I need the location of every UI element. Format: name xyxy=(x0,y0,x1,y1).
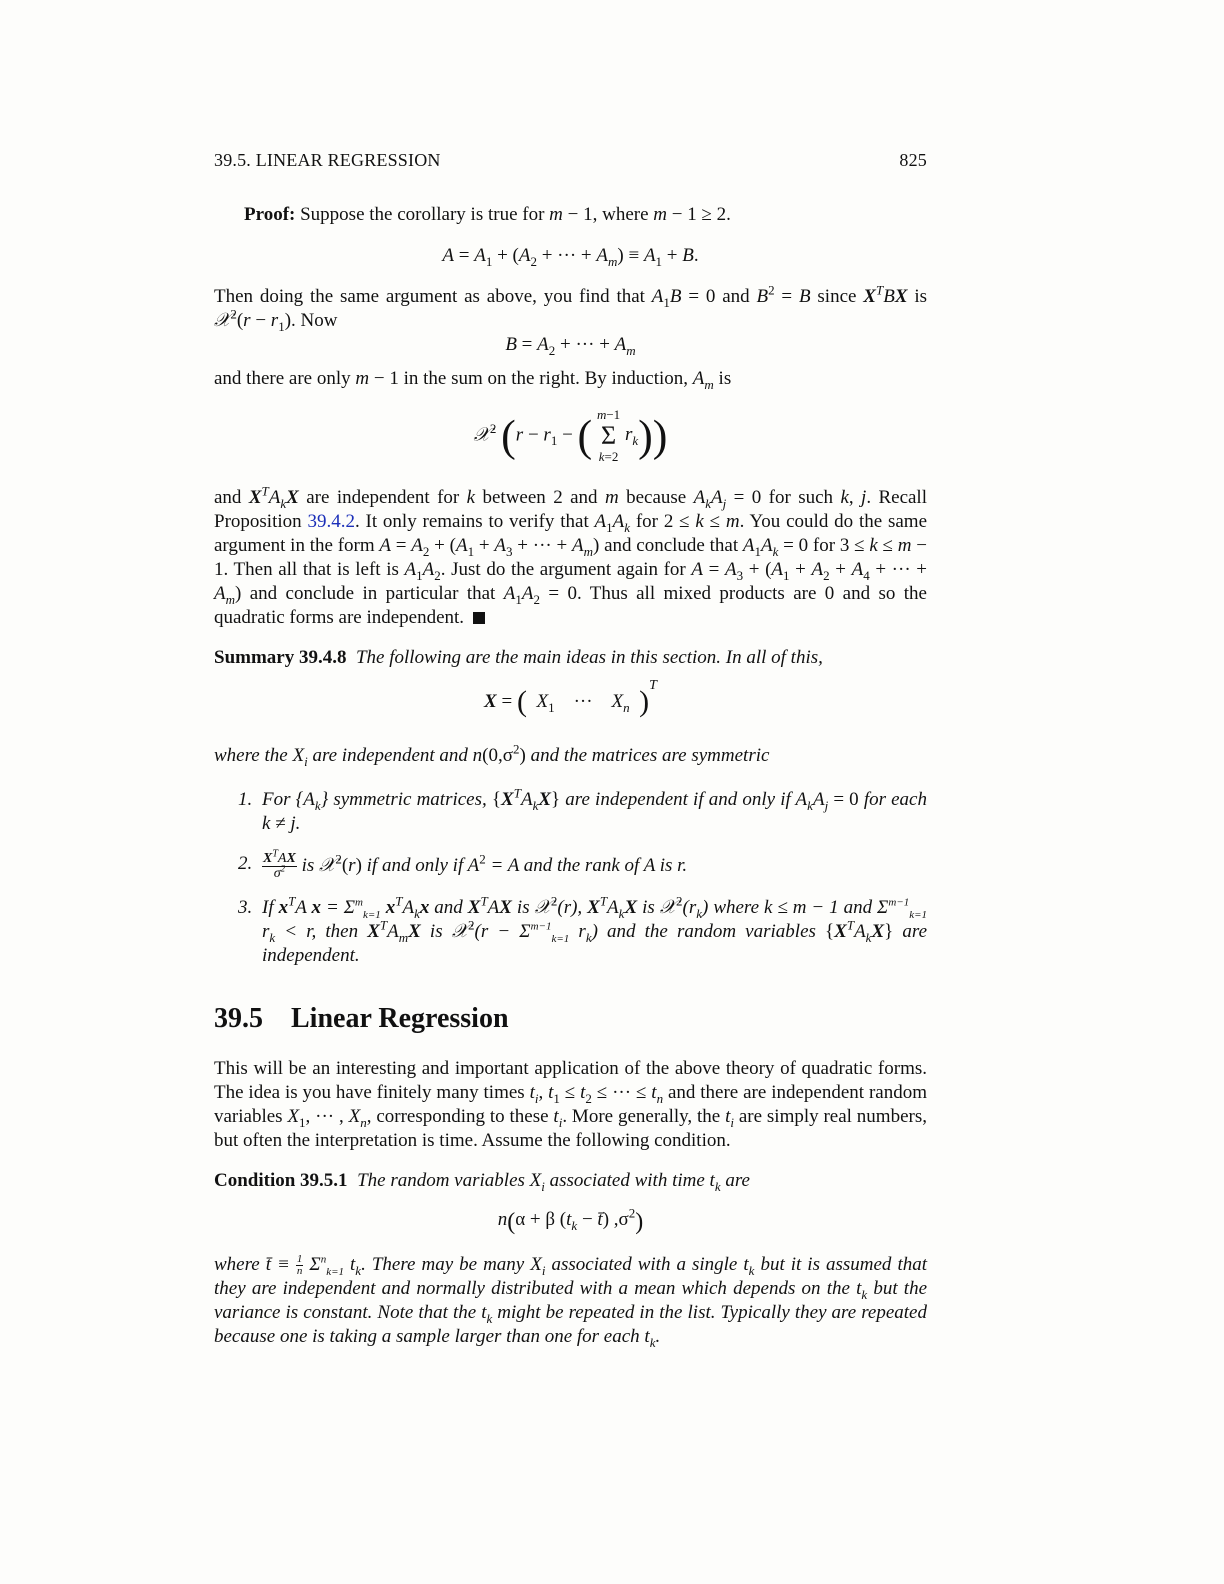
summary-item-2: 2. $\frac{X^TAX}{\sigma^2}$ is 𝒳$^2$(r) if and only if $A^2 = A$ and the rank of A is r. xyxy=(238,848,688,881)
condition-equation: n(α + β ($t_k$ − t̄) $,\sigma^2$) xyxy=(497,1205,644,1235)
equation-2: $B = A_2$ + ··· + $A_m$ xyxy=(505,334,636,358)
proof-label: Proof: xyxy=(244,204,296,225)
summary-intro: Summary 39.4.8 The following are the main ideas in this section. In all of this, xyxy=(214,647,823,668)
condition-label: Condition 39.5.1 xyxy=(214,1170,348,1191)
summary-item-1: 1. For $\{A_k\}$ symmetric matrices, $\{X^TA_kX\}$ are independent if and only if $A_kA_j = 0$ for each k ≠ j. xyxy=(238,785,927,834)
condition-after: where t̄ ≡ $\frac{1}{n}$ $\Sigma^n_{k=1}$ $t_k$. There may be many $X_i$ associated with a single $t_k$ but it is assumed that they are independent and normally distributed with a mean which depends on the $t_k$ but the variance is constant. Note that the $t_k$ might be repeated in the list. Typically they are repeated because one is taking a sample larger than one for each $t_k$. xyxy=(214,1253,928,1350)
proposition-link[interactable]: 39.4.2 xyxy=(307,511,355,532)
condition-intro: Condition 39.5.1 The random variables $X_i$ associated with time $t_k$ are xyxy=(214,1170,750,1194)
proof-paragraph-1: Then doing the same argument as above, you find that $A_1B = 0$ and $B^2 = B$ since $X^TBX$ is 𝒳$^2$(r − $r_1$). Now xyxy=(214,282,927,334)
running-head-section: 39.5. LINEAR REGRESSION xyxy=(214,150,441,170)
proof-intro: Proof: Suppose the corollary is true for m − 1, where m − 1 ≥ 2. xyxy=(244,204,731,225)
section-number: 39.5 xyxy=(214,1003,263,1034)
section-title: Linear Regression xyxy=(291,1003,509,1034)
qed-square-icon xyxy=(473,612,485,624)
running-head xyxy=(214,148,927,172)
equation-3: 𝒳$^2$ ($r - r_1$ − ( m−1 Σ k=2 $r_k$)) xyxy=(473,407,668,464)
section-heading xyxy=(214,1003,509,1034)
page-number: 825 xyxy=(899,150,927,170)
summary-equation: X = ( $X_1$ ··· $X_n$ )$^T$ xyxy=(484,678,657,718)
proof-paragraph-3: and $X^TA_kX$ are independent for k between 2 and m because $A_kA_j = 0$ for such k, j. Recall Proposition 39.4.2. It only remains to verify that $A_1A_k$ for 2 ≤ k ≤ m. You could do the same argument in the form $A = A_2 + (A_1 + A_3$ + ··· + $A_m$) and conclude that $A_1A_k = 0$ for 3 ≤ k ≤ m − 1. Then all that is left is $A_1A_2$. Just do the argument again for $A = A_3 + (A_1 + A_2 + A_4$ + ··· + $A_m$) and conclude in particular that $A_1A_2 = 0$. Thus all mixed products are 0 and so the quadratic forms are independent. xyxy=(214,483,928,628)
summary-item-3: 3. If $x^TA$ $x = \Sigma^m_{k=1}$ $x^TA_kx$ and $X^TAX$ is 𝒳$^2$(r), $X^TA_kX$ is $𝒳^2(r_k)$ where k ≤ m − 1 and $\Sigma^{m-1}_{k=1}$ $r_k < r$, then $X^TA_mX$ is 𝒳$^2$(r − $\Sigma^{m-1}_{k=1}$ $r_k$) and the random variables $\{X^TA_kX\}$ are independent. xyxy=(238,893,928,966)
equation-1: $A = A_1 + (A_2$ + ··· + $A_m) \equiv A_1 + B$. xyxy=(442,245,699,269)
summary-after: where the $X_i$ are independent and $n(0,\sigma^2)$ and the matrices are symmetric xyxy=(214,741,770,769)
section-paragraph: This will be an interesting and important application of the above theory of quadratic forms. The idea is you have finitely many times $t_i$, $t_1 \le t_2$ ≤ ··· ≤ $t_n$ and there are independent random variables $X_1$, ··· , $X_n$, corresponding to these $t_i$. More generally, the $t_i$ are simply real numbers, but often the interpretation is time. Assume the following condition. xyxy=(214,1058,927,1151)
summary-label: Summary 39.4.8 xyxy=(214,647,347,668)
proof-paragraph-2: and there are only m − 1 in the sum on the right. By induction, $A_m$ is xyxy=(214,368,732,392)
